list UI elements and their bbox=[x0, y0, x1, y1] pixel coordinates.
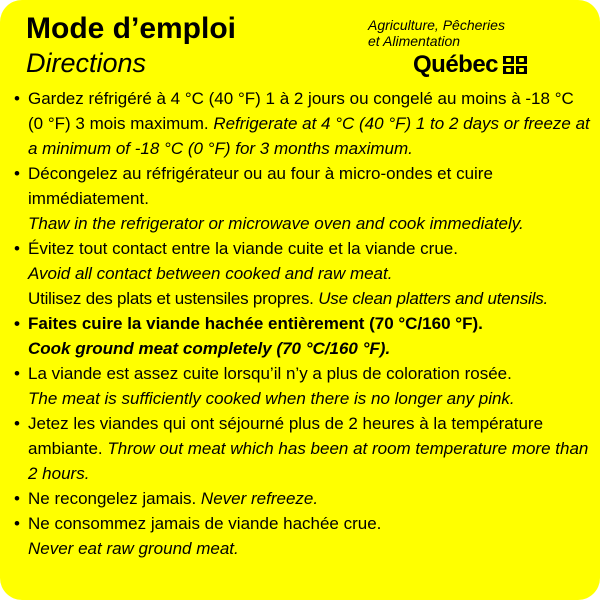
item-text-en: Cook ground meat completely (70 °C/160 °F). bbox=[28, 339, 391, 358]
bullet-icon: • bbox=[14, 239, 20, 258]
item-text-fr: Jetez les viandes qui ont séjourné plus de 2 heures à la température ambiante. bbox=[28, 414, 544, 458]
title-english: Directions bbox=[26, 48, 147, 78]
list-item bbox=[14, 511, 590, 561]
item-text-en: The meat is sufficiently cooked when there is no longer any pink. bbox=[28, 389, 515, 408]
item-text-fr: Ne consommez jamais de viande hachée crue. bbox=[28, 514, 382, 533]
bullet-icon: • bbox=[14, 364, 20, 383]
bullet-icon: • bbox=[14, 89, 20, 108]
fleur-de-lis-flag-icon bbox=[503, 56, 527, 74]
directions-list bbox=[14, 86, 590, 561]
agency-line-2: et Alimentation bbox=[368, 33, 461, 49]
quebec-wordmark: Québec bbox=[413, 51, 499, 78]
list-item bbox=[14, 161, 590, 236]
item-text-en: Never eat raw ground meat. bbox=[28, 539, 239, 558]
item-text-en: Never refreeze. bbox=[200, 489, 319, 508]
list-item bbox=[14, 236, 590, 311]
bullet-icon: • bbox=[14, 489, 20, 508]
bullet-icon: • bbox=[14, 414, 20, 433]
item-text-fr: Ne recongelez jamais. bbox=[28, 489, 201, 508]
bullet-icon: • bbox=[14, 164, 20, 183]
agency-line-1: Agriculture, Pêcheries bbox=[368, 17, 505, 33]
title-french: Mode d’emploi bbox=[26, 12, 236, 45]
item-text-fr: Utilisez des plats et ustensiles propres. bbox=[28, 289, 319, 308]
item-line-3 bbox=[28, 286, 590, 311]
item-text-en: Thaw in the refrigerator or microwave oven and cook immediately. bbox=[28, 214, 524, 233]
list-item bbox=[14, 486, 590, 511]
list-item bbox=[14, 86, 590, 161]
item-text-fr: Faites cuire la viande hachée entièrement (70 °C/160 °F). bbox=[28, 314, 483, 333]
agency-name bbox=[368, 17, 505, 49]
item-text-fr: Décongelez au réfrigérateur ou au four à micro-ondes et cuire immédiatement. bbox=[28, 164, 493, 208]
list-item bbox=[14, 411, 590, 486]
list-item bbox=[14, 311, 590, 361]
item-text-fr: Évitez tout contact entre la viande cuite et la viande crue. bbox=[28, 239, 458, 258]
item-text-fr: La viande est assez cuite lorsqu’il n’y a plus de coloration rosée. bbox=[28, 364, 512, 383]
item-text-fr: Gardez réfrigéré à 4 °C (40 °F) 1 à 2 jours ou congelé au moins à -18 °C (0 °F) 3 mois maximum. bbox=[28, 89, 574, 133]
quebec-logo bbox=[413, 52, 527, 78]
list-item bbox=[14, 361, 590, 411]
item-text-en: Avoid all contact between cooked and raw meat. bbox=[28, 264, 393, 283]
bullet-icon: • bbox=[14, 514, 20, 533]
item-text-en: Refrigerate at 4 °C (40 °F) 1 to 2 days or freeze at a minimum of -18 °C (0 °F) for 3 months maximum. bbox=[28, 114, 590, 158]
item-text-en: Use clean platters and utensils. bbox=[318, 289, 549, 308]
bullet-icon: • bbox=[14, 314, 20, 333]
item-text-en: Throw out meat which has been at room temperature more than 2 hours. bbox=[28, 439, 589, 483]
